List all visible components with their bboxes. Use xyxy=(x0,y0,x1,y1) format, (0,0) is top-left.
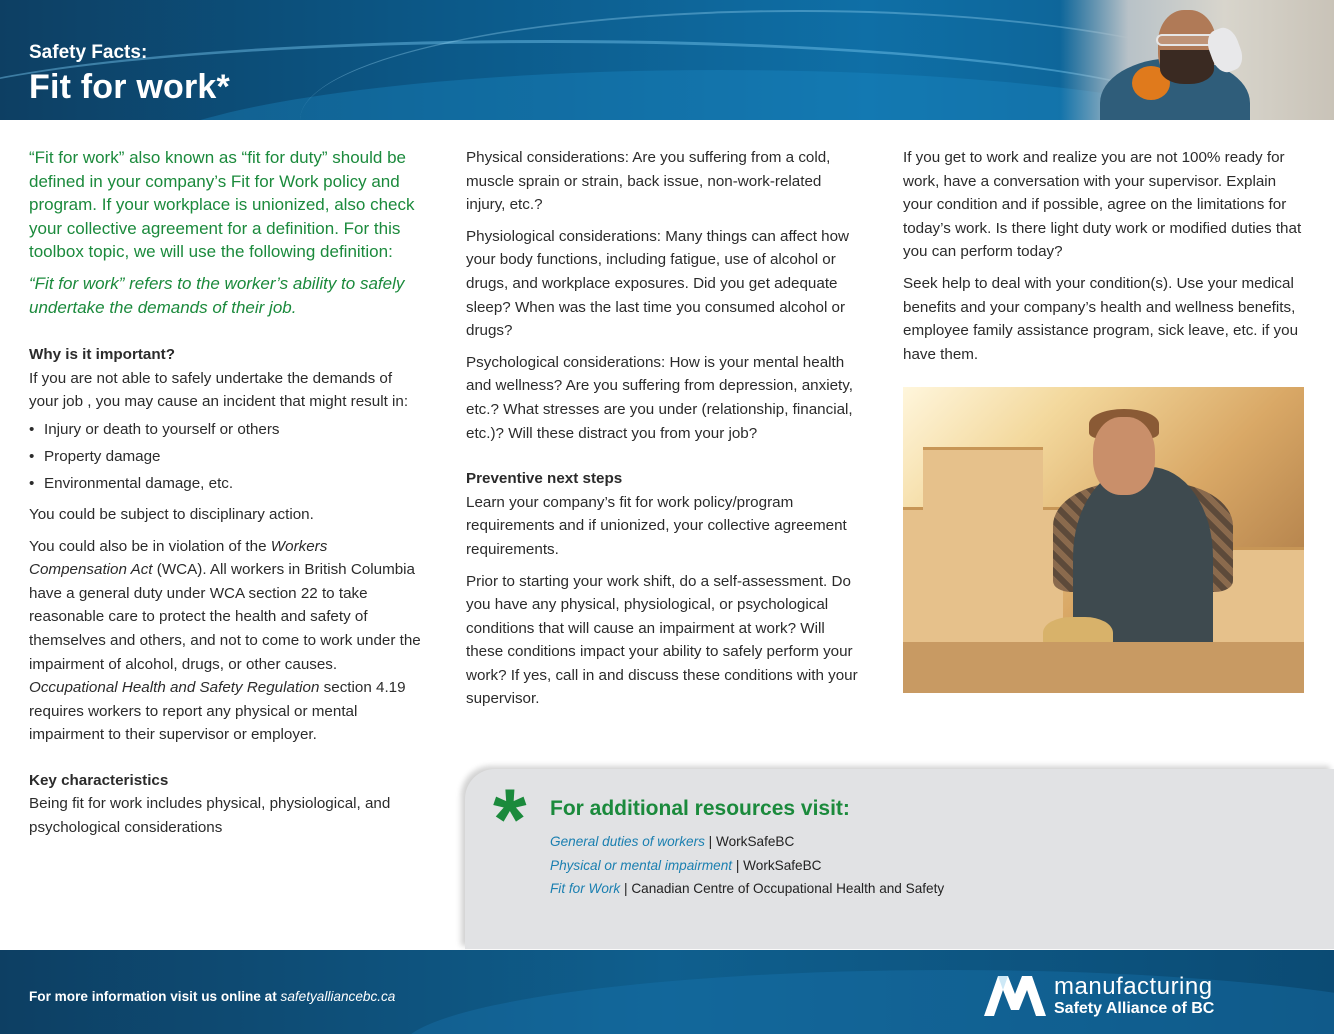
column-right xyxy=(903,146,1307,374)
separator: | xyxy=(620,881,632,897)
separator: | xyxy=(704,834,716,849)
help-text: Seek help to deal with your condition(s). Use your medical benefits and your company’s health and wellness benefits, employee family assistance program, sick leave, etc. if you have them. xyxy=(903,274,1299,363)
resource-source: WorkSafeBC xyxy=(743,857,822,873)
self-assessment-text: Prior to starting your work shift, do a self-assessment. Do you have any physical, physiological, or psychological conditions that will cause an impairment at work? Will these conditions impact your ability to safely perform your work? If yes, call in and discuss these conditions with your supervisor. xyxy=(466,572,858,708)
why-text: If you are not able to safely undertake the demands of your job , you may cause an incident that might result in: xyxy=(29,369,409,411)
definition-quote: “Fit for work” refers to the worker’s ability to safely undertake the demands of their job. xyxy=(29,273,405,317)
psychological-considerations: Psychological considerations: How is your mental health and wellness? Are you suffering from depression, anxiety, etc.? What stresses are you under (relationship, financial, etc.)? Will these distract you from your job? xyxy=(466,353,853,442)
resource-link-fit-for-work[interactable]: Fit for Work xyxy=(550,881,621,897)
resource-link-impairment[interactable]: Physical or mental impairment xyxy=(550,857,733,873)
list-item xyxy=(550,877,944,901)
resources-list xyxy=(550,830,944,901)
key-heading: Key characteristics xyxy=(29,771,169,789)
physical-considerations: Physical considerations: Are you suffering from a cold, muscle sprain or strain, back issue, non-work-related injury, etc.? xyxy=(466,149,831,214)
resource-source: WorkSafeBC xyxy=(715,834,795,849)
header-banner xyxy=(0,0,1334,120)
list-item: • Environmental damage, etc. xyxy=(29,470,425,497)
list-item: • Injury or death to yourself or others xyxy=(29,416,425,443)
key-text: Being fit for work includes physical, physiological, and psychological considerations xyxy=(29,795,391,837)
supervisor-text: If you get to work and realize you are not 100% ready for work, have a conversation with your supervisor. Explain your condition and if possible, agree on the limitations for today’s work. Is there light duty work or modified duties that you can perform today? xyxy=(903,149,1302,261)
list-item xyxy=(550,854,944,878)
msa-logo xyxy=(984,974,1284,1018)
msa-logo-icon xyxy=(984,976,1046,1016)
column-left xyxy=(29,146,425,848)
wca-text: section 4.19 requires workers to report any physical or mental impairment to their supervisor or employer. xyxy=(29,679,406,744)
next-steps-text: Learn your company’s fit for work policy/program requirements and if unionized, your collective agreement requirements. xyxy=(466,493,847,558)
page-title: Fit for work* xyxy=(29,68,230,106)
logo-wordmark-top: manufacturing xyxy=(1054,973,1213,1000)
ohs-regulation-name: Occupational Health and Safety Regulation xyxy=(29,679,320,697)
consequence-list xyxy=(29,416,425,497)
resources-title: For additional resources visit: xyxy=(550,797,850,820)
next-steps-heading: Preventive next steps xyxy=(466,470,623,488)
resource-link-general-duties[interactable]: General duties of workers xyxy=(550,834,705,849)
resource-source: Canadian Centre of Occupational Health and Safety xyxy=(631,881,945,897)
column-middle xyxy=(466,146,858,719)
header-photo-worker-with-earmuffs xyxy=(1060,0,1334,120)
header-kicker: Safety Facts: xyxy=(29,42,148,63)
separator: | xyxy=(732,857,744,873)
why-heading: Why is it important? xyxy=(29,346,175,364)
disciplinary-text: You could be subject to disciplinary action. xyxy=(29,505,314,523)
photo-worker-back-pain xyxy=(903,387,1304,693)
intro-paragraph: “Fit for work” also known as “fit for duty” should be defined in your company’s Fit for Work policy and program. If your workplace is unionized, also check your collective agreement for a definition. For this toolbox topic, we will use the following definition: xyxy=(29,148,415,262)
physiological-considerations: Physiological considerations: Many things can affect how your body functions, including fatigue, use of alcohol or drugs, and workplace exposures. Did you get adequate sleep? When was the last time you consumed alcohol or drugs? xyxy=(466,227,849,340)
asterisk-icon: * xyxy=(493,772,527,868)
footer-banner xyxy=(0,950,1334,1034)
footer-text xyxy=(29,989,395,1004)
list-item: • Property damage xyxy=(29,443,425,470)
website-link[interactable]: safetyalliancebc.ca xyxy=(280,989,396,1004)
wca-text: You could also be in violation of the xyxy=(29,537,271,555)
logo-wordmark-bottom: Safety Alliance of BC xyxy=(1054,1000,1215,1017)
wca-act-name: Workers Compensation Act xyxy=(29,537,328,579)
wca-paragraph xyxy=(29,535,425,747)
list-item xyxy=(550,830,944,854)
resources-box xyxy=(465,769,1334,949)
wca-text: (WCA). All workers in British Columbia have a general duty under WCA section 22 to take reasonable care to protect the health and safety of themselves and others, and not to come to work under the impairment of alcohol, drugs, or other causes. xyxy=(29,561,421,673)
footer-label: For more information visit us online at xyxy=(29,989,281,1004)
